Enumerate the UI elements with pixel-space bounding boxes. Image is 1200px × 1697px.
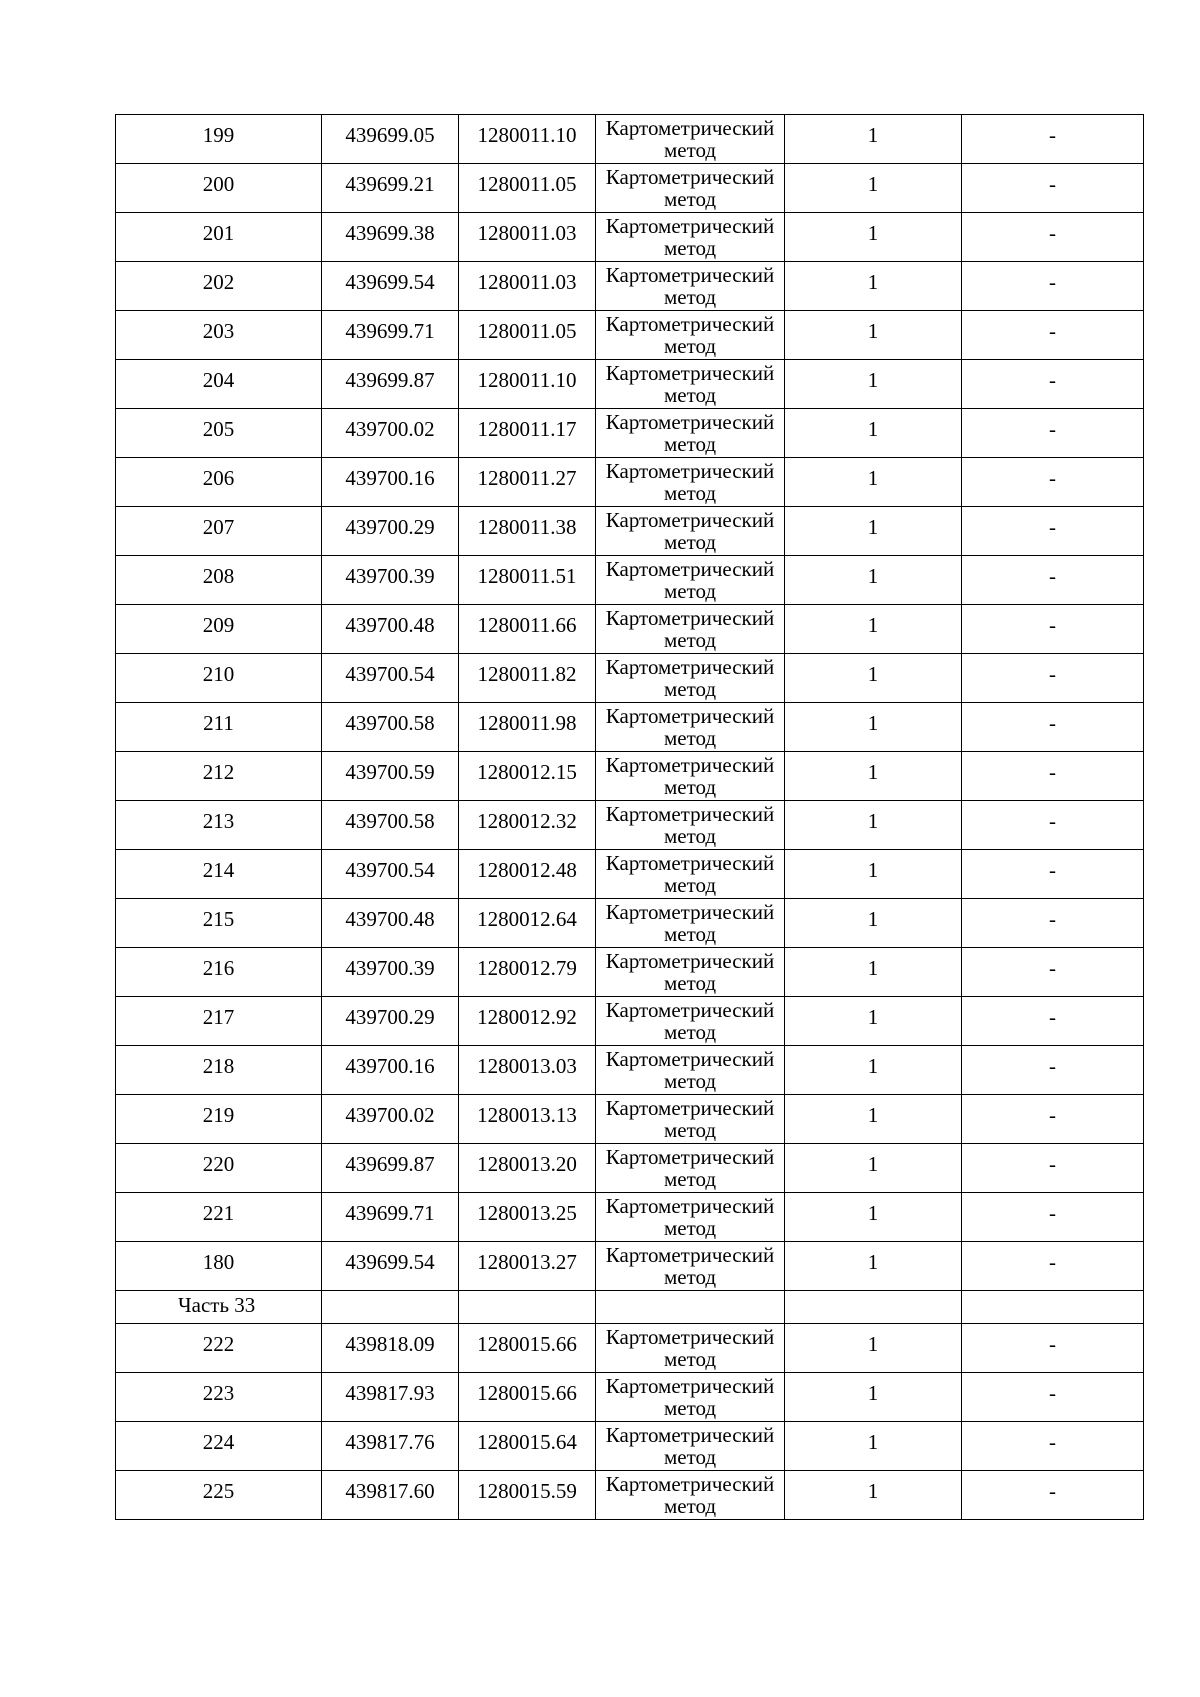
x-coordinate-cell: 439700.16 — [322, 1046, 459, 1095]
method-text-line-2: метод — [663, 1494, 717, 1518]
method-text-line-1: Картометрический — [605, 655, 775, 679]
method-text-line-1: Картометрический — [605, 214, 775, 238]
point-number-cell: 219 — [116, 1095, 322, 1144]
accuracy-cell: 1 — [785, 458, 962, 507]
x-coordinate-cell: 439699.71 — [322, 311, 459, 360]
table-row — [116, 1471, 1144, 1520]
table-row — [116, 850, 1144, 899]
method-text-line-1: Картометрический — [605, 410, 775, 434]
point-number-cell: 203 — [116, 311, 322, 360]
point-number-cell: 204 — [116, 360, 322, 409]
method-text-line-2: метод — [663, 1167, 717, 1191]
accuracy-cell: 1 — [785, 997, 962, 1046]
y-coordinate-cell: 1280015.59 — [459, 1471, 596, 1520]
note-cell: - — [962, 1373, 1144, 1422]
note-cell: - — [962, 1324, 1144, 1373]
y-coordinate-cell: 1280011.27 — [459, 458, 596, 507]
x-coordinate-cell: 439699.87 — [322, 1144, 459, 1193]
method-text-line-2: метод — [663, 481, 717, 505]
point-number-cell: 221 — [116, 1193, 322, 1242]
method-cell — [596, 1193, 785, 1242]
table-row — [116, 1095, 1144, 1144]
y-coordinate-cell: 1280012.48 — [459, 850, 596, 899]
x-coordinate-cell: 439818.09 — [322, 1324, 459, 1373]
method-cell — [596, 311, 785, 360]
method-cell — [596, 507, 785, 556]
method-text-line-1: Картометрический — [605, 802, 775, 826]
accuracy-cell: 1 — [785, 360, 962, 409]
y-coordinate-cell: 1280013.27 — [459, 1242, 596, 1291]
y-coordinate-cell: 1280011.98 — [459, 703, 596, 752]
method-text-line-2: метод — [663, 236, 717, 260]
accuracy-cell: 1 — [785, 507, 962, 556]
point-number-cell: 201 — [116, 213, 322, 262]
accuracy-cell: 1 — [785, 115, 962, 164]
method-text-line-1: Картометрический — [605, 998, 775, 1022]
method-cell — [596, 1373, 785, 1422]
method-text-line-2: метод — [663, 677, 717, 701]
method-text-line-1: Картометрический — [605, 851, 775, 875]
point-number-cell: 223 — [116, 1373, 322, 1422]
point-number-cell: 212 — [116, 752, 322, 801]
point-number-cell: 216 — [116, 948, 322, 997]
method-cell — [596, 360, 785, 409]
method-cell — [596, 703, 785, 752]
point-number-cell: 218 — [116, 1046, 322, 1095]
table-row — [116, 409, 1144, 458]
y-coordinate-cell: 1280011.03 — [459, 213, 596, 262]
x-coordinate-cell: 439700.58 — [322, 801, 459, 850]
point-number-cell: 220 — [116, 1144, 322, 1193]
accuracy-cell: 1 — [785, 1373, 962, 1422]
method-text-line-2: метод — [663, 922, 717, 946]
y-coordinate-cell: 1280013.20 — [459, 1144, 596, 1193]
note-cell: - — [962, 213, 1144, 262]
method-text-line-1: Картометрический — [605, 116, 775, 140]
y-coordinate-cell: 1280011.03 — [459, 262, 596, 311]
empty-cell — [322, 1291, 459, 1324]
y-coordinate-cell: 1280011.38 — [459, 507, 596, 556]
x-coordinate-cell: 439700.48 — [322, 605, 459, 654]
table-row — [116, 556, 1144, 605]
method-cell — [596, 948, 785, 997]
table-row — [116, 1373, 1144, 1422]
y-coordinate-cell: 1280012.79 — [459, 948, 596, 997]
table-row — [116, 801, 1144, 850]
method-cell — [596, 654, 785, 703]
method-cell — [596, 409, 785, 458]
y-coordinate-cell: 1280013.25 — [459, 1193, 596, 1242]
y-coordinate-cell: 1280013.03 — [459, 1046, 596, 1095]
method-text-line-1: Картометрический — [605, 1145, 775, 1169]
method-text-line-1: Картометрический — [605, 1374, 775, 1398]
point-number-cell: 180 — [116, 1242, 322, 1291]
y-coordinate-cell: 1280011.66 — [459, 605, 596, 654]
x-coordinate-cell: 439700.02 — [322, 409, 459, 458]
point-number-cell: 209 — [116, 605, 322, 654]
method-text-line-1: Картометрический — [605, 263, 775, 287]
x-coordinate-cell: 439699.38 — [322, 213, 459, 262]
x-coordinate-cell: 439817.60 — [322, 1471, 459, 1520]
method-cell — [596, 605, 785, 654]
table-row — [116, 213, 1144, 262]
method-cell — [596, 1144, 785, 1193]
x-coordinate-cell: 439700.02 — [322, 1095, 459, 1144]
table-row — [116, 458, 1144, 507]
y-coordinate-cell: 1280011.51 — [459, 556, 596, 605]
x-coordinate-cell: 439700.39 — [322, 948, 459, 997]
part-heading-label: Часть 33 — [116, 1291, 322, 1324]
table-row — [116, 311, 1144, 360]
note-cell: - — [962, 752, 1144, 801]
note-cell: - — [962, 1193, 1144, 1242]
point-number-cell: 199 — [116, 115, 322, 164]
note-cell: - — [962, 850, 1144, 899]
x-coordinate-cell: 439700.48 — [322, 899, 459, 948]
accuracy-cell: 1 — [785, 850, 962, 899]
x-coordinate-cell: 439699.05 — [322, 115, 459, 164]
method-text-line-2: метод — [663, 530, 717, 554]
note-cell: - — [962, 1422, 1144, 1471]
note-cell: - — [962, 409, 1144, 458]
y-coordinate-cell: 1280015.66 — [459, 1373, 596, 1422]
point-number-cell: 207 — [116, 507, 322, 556]
method-text-line-2: метод — [663, 873, 717, 897]
table-row — [116, 262, 1144, 311]
accuracy-cell: 1 — [785, 801, 962, 850]
x-coordinate-cell: 439700.39 — [322, 556, 459, 605]
method-cell — [596, 115, 785, 164]
accuracy-cell: 1 — [785, 654, 962, 703]
method-text-line-1: Картометрический — [605, 949, 775, 973]
point-number-cell: 211 — [116, 703, 322, 752]
note-cell: - — [962, 1095, 1144, 1144]
method-cell — [596, 801, 785, 850]
point-number-cell: 214 — [116, 850, 322, 899]
method-text-line-1: Картометрический — [605, 1423, 775, 1447]
method-cell — [596, 1422, 785, 1471]
note-cell: - — [962, 605, 1144, 654]
y-coordinate-cell: 1280011.17 — [459, 409, 596, 458]
method-text-line-2: метод — [663, 824, 717, 848]
y-coordinate-cell: 1280011.05 — [459, 164, 596, 213]
method-text-line-2: метод — [663, 1069, 717, 1093]
note-cell: - — [962, 1471, 1144, 1520]
table-row — [116, 948, 1144, 997]
x-coordinate-cell: 439700.29 — [322, 507, 459, 556]
note-cell: - — [962, 997, 1144, 1046]
method-cell — [596, 752, 785, 801]
accuracy-cell: 1 — [785, 409, 962, 458]
table-row — [116, 1324, 1144, 1373]
empty-cell — [962, 1291, 1144, 1324]
note-cell: - — [962, 164, 1144, 213]
method-text-line-1: Картометрический — [605, 753, 775, 777]
method-text-line-2: метод — [663, 285, 717, 309]
method-text-line-2: метод — [663, 628, 717, 652]
method-cell — [596, 899, 785, 948]
x-coordinate-cell: 439699.87 — [322, 360, 459, 409]
table-row — [116, 164, 1144, 213]
method-text-line-2: метод — [663, 1265, 717, 1289]
empty-cell — [596, 1291, 785, 1324]
method-text-line-2: метод — [663, 1020, 717, 1044]
table-row — [116, 1193, 1144, 1242]
method-cell — [596, 997, 785, 1046]
accuracy-cell: 1 — [785, 1471, 962, 1520]
x-coordinate-cell: 439699.54 — [322, 1242, 459, 1291]
x-coordinate-cell: 439700.16 — [322, 458, 459, 507]
point-number-cell: 215 — [116, 899, 322, 948]
table-row — [116, 997, 1144, 1046]
accuracy-cell: 1 — [785, 703, 962, 752]
accuracy-cell: 1 — [785, 164, 962, 213]
y-coordinate-cell: 1280015.66 — [459, 1324, 596, 1373]
method-cell — [596, 556, 785, 605]
method-text-line-1: Картометрический — [605, 1472, 775, 1496]
table-row — [116, 752, 1144, 801]
point-number-cell: 213 — [116, 801, 322, 850]
point-number-cell: 217 — [116, 997, 322, 1046]
point-number-cell: 210 — [116, 654, 322, 703]
accuracy-cell: 1 — [785, 899, 962, 948]
y-coordinate-cell: 1280012.32 — [459, 801, 596, 850]
table-row — [116, 1046, 1144, 1095]
method-cell — [596, 1095, 785, 1144]
note-cell: - — [962, 1046, 1144, 1095]
point-number-cell: 222 — [116, 1324, 322, 1373]
coordinates-table-body — [116, 115, 1144, 1520]
method-text-line-2: метод — [663, 726, 717, 750]
method-cell — [596, 1242, 785, 1291]
method-text-line-2: метод — [663, 1216, 717, 1240]
note-cell: - — [962, 262, 1144, 311]
method-cell — [596, 458, 785, 507]
note-cell: - — [962, 311, 1144, 360]
note-cell: - — [962, 703, 1144, 752]
x-coordinate-cell: 439700.54 — [322, 850, 459, 899]
accuracy-cell: 1 — [785, 1095, 962, 1144]
part-heading-row — [116, 1291, 1144, 1324]
x-coordinate-cell: 439699.54 — [322, 262, 459, 311]
table-row — [116, 703, 1144, 752]
table-row — [116, 654, 1144, 703]
note-cell: - — [962, 360, 1144, 409]
point-number-cell: 206 — [116, 458, 322, 507]
y-coordinate-cell: 1280012.92 — [459, 997, 596, 1046]
method-cell — [596, 1046, 785, 1095]
method-text-line-1: Картометрический — [605, 606, 775, 630]
accuracy-cell: 1 — [785, 1324, 962, 1373]
method-text-line-1: Картометрический — [605, 900, 775, 924]
y-coordinate-cell: 1280012.64 — [459, 899, 596, 948]
x-coordinate-cell: 439817.93 — [322, 1373, 459, 1422]
accuracy-cell: 1 — [785, 1193, 962, 1242]
note-cell: - — [962, 1242, 1144, 1291]
y-coordinate-cell: 1280015.64 — [459, 1422, 596, 1471]
note-cell: - — [962, 801, 1144, 850]
x-coordinate-cell: 439700.59 — [322, 752, 459, 801]
accuracy-cell: 1 — [785, 311, 962, 360]
note-cell: - — [962, 899, 1144, 948]
x-coordinate-cell: 439700.58 — [322, 703, 459, 752]
note-cell: - — [962, 115, 1144, 164]
y-coordinate-cell: 1280011.82 — [459, 654, 596, 703]
empty-cell — [785, 1291, 962, 1324]
accuracy-cell: 1 — [785, 262, 962, 311]
table-row — [116, 507, 1144, 556]
table-row — [116, 605, 1144, 654]
table-row — [116, 115, 1144, 164]
accuracy-cell: 1 — [785, 948, 962, 997]
method-cell — [596, 1324, 785, 1373]
method-cell — [596, 850, 785, 899]
method-text-line-2: метод — [663, 187, 717, 211]
note-cell: - — [962, 948, 1144, 997]
method-cell — [596, 213, 785, 262]
table-row — [116, 899, 1144, 948]
accuracy-cell: 1 — [785, 1046, 962, 1095]
y-coordinate-cell: 1280011.10 — [459, 360, 596, 409]
method-text-line-2: метод — [663, 432, 717, 456]
note-cell: - — [962, 556, 1144, 605]
method-text-line-1: Картометрический — [605, 1047, 775, 1071]
x-coordinate-cell: 439700.54 — [322, 654, 459, 703]
accuracy-cell: 1 — [785, 605, 962, 654]
method-text-line-2: метод — [663, 579, 717, 603]
method-text-line-1: Картометрический — [605, 1243, 775, 1267]
method-cell — [596, 164, 785, 213]
y-coordinate-cell: 1280011.05 — [459, 311, 596, 360]
method-text-line-1: Картометрический — [605, 1325, 775, 1349]
x-coordinate-cell: 439699.71 — [322, 1193, 459, 1242]
x-coordinate-cell: 439700.29 — [322, 997, 459, 1046]
method-text-line-2: метод — [663, 1396, 717, 1420]
method-text-line-2: метод — [663, 1445, 717, 1469]
note-cell: - — [962, 458, 1144, 507]
point-number-cell: 224 — [116, 1422, 322, 1471]
method-text-line-2: метод — [663, 775, 717, 799]
accuracy-cell: 1 — [785, 213, 962, 262]
method-cell — [596, 262, 785, 311]
method-text-line-1: Картометрический — [605, 361, 775, 385]
table-row — [116, 1144, 1144, 1193]
method-text-line-1: Картометрический — [605, 508, 775, 532]
coordinates-table — [115, 114, 1144, 1520]
method-text-line-2: метод — [663, 138, 717, 162]
note-cell: - — [962, 654, 1144, 703]
accuracy-cell: 1 — [785, 556, 962, 605]
method-text-line-2: метод — [663, 1118, 717, 1142]
accuracy-cell: 1 — [785, 1422, 962, 1471]
point-number-cell: 202 — [116, 262, 322, 311]
table-row — [116, 1242, 1144, 1291]
method-text-line-1: Картометрический — [605, 312, 775, 336]
method-text-line-1: Картометрический — [605, 459, 775, 483]
point-number-cell: 200 — [116, 164, 322, 213]
y-coordinate-cell: 1280012.15 — [459, 752, 596, 801]
method-text-line-1: Картометрический — [605, 165, 775, 189]
table-row — [116, 1422, 1144, 1471]
method-text-line-1: Картометрический — [605, 557, 775, 581]
point-number-cell: 225 — [116, 1471, 322, 1520]
y-coordinate-cell: 1280011.10 — [459, 115, 596, 164]
method-cell — [596, 1471, 785, 1520]
method-text-line-2: метод — [663, 383, 717, 407]
x-coordinate-cell: 439817.76 — [322, 1422, 459, 1471]
accuracy-cell: 1 — [785, 1242, 962, 1291]
method-text-line-2: метод — [663, 334, 717, 358]
note-cell: - — [962, 1144, 1144, 1193]
accuracy-cell: 1 — [785, 752, 962, 801]
point-number-cell: 205 — [116, 409, 322, 458]
method-text-line-1: Картометрический — [605, 1194, 775, 1218]
method-text-line-2: метод — [663, 1347, 717, 1371]
method-text-line-2: метод — [663, 971, 717, 995]
note-cell: - — [962, 507, 1144, 556]
method-text-line-1: Картометрический — [605, 1096, 775, 1120]
point-number-cell: 208 — [116, 556, 322, 605]
accuracy-cell: 1 — [785, 1144, 962, 1193]
y-coordinate-cell: 1280013.13 — [459, 1095, 596, 1144]
x-coordinate-cell: 439699.21 — [322, 164, 459, 213]
empty-cell — [459, 1291, 596, 1324]
method-text-line-1: Картометрический — [605, 704, 775, 728]
table-row — [116, 360, 1144, 409]
